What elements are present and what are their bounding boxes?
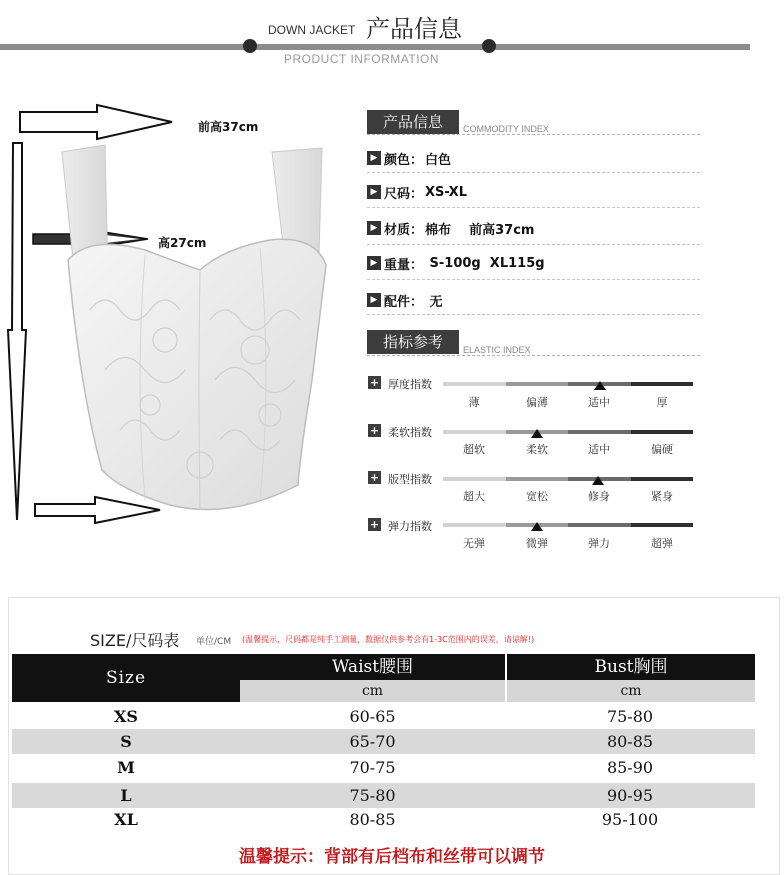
height-label: 高27cm xyxy=(158,236,207,250)
index-option: 微弹 xyxy=(526,537,548,550)
cell-waist: 80-85 xyxy=(349,810,396,829)
size-tip: 温馨提示：背部有后档布和丝带可以调节 xyxy=(239,847,545,867)
index-section-subtitle: ELASTIC INDEX xyxy=(463,345,531,355)
index-option: 修身 xyxy=(588,490,610,503)
header-dot-right xyxy=(482,39,496,53)
index-option: 薄 xyxy=(468,396,480,409)
info-label: 配件： xyxy=(384,294,424,310)
info-section-title: 产品信息 xyxy=(367,110,459,134)
index-bar-elasticity xyxy=(443,523,693,527)
cell-waist: 60-65 xyxy=(349,707,396,726)
info-value: 棉布 前高37cm xyxy=(425,222,535,238)
front-height-label: 前高37cm xyxy=(198,120,259,134)
table-row xyxy=(12,755,755,780)
size-table-title: SIZE/尺码表 xyxy=(90,631,180,650)
index-bar-thickness xyxy=(443,382,693,386)
header-dot-left xyxy=(243,39,257,53)
cell-waist: 65-70 xyxy=(349,732,396,751)
cell-bust: 80-85 xyxy=(606,732,654,751)
index-option: 适中 xyxy=(588,443,610,456)
info-value: XS-XL xyxy=(425,184,468,200)
info-section-rule xyxy=(367,134,700,135)
index-option: 偏硬 xyxy=(651,443,673,456)
size-table-unit: 单位/CM xyxy=(196,637,232,647)
header-bust-unit: cm xyxy=(507,680,755,702)
index-option: 紧身 xyxy=(651,490,673,503)
header-cn-title: 产品信息 xyxy=(366,15,462,43)
plus-icon: + xyxy=(369,424,380,437)
cell-bust: 95-100 xyxy=(601,810,659,829)
index-option: 弹力 xyxy=(588,537,610,550)
garment-illustration xyxy=(50,140,350,520)
table-row xyxy=(12,704,755,729)
cell-bust: 85-90 xyxy=(606,758,654,777)
bodice xyxy=(68,239,326,509)
index-marker-elasticity xyxy=(531,522,543,531)
index-option: 超大 xyxy=(463,490,485,503)
header-waist: Waist腰围 xyxy=(240,654,505,680)
info-row-material xyxy=(367,218,534,238)
index-marker-fit xyxy=(592,476,604,485)
cell-bust: 90-95 xyxy=(606,786,654,805)
info-section-subtitle: COMMODITY INDEX xyxy=(463,124,549,134)
index-option: 宽松 xyxy=(526,490,548,503)
index-option: 超软 xyxy=(463,443,485,456)
row-divider xyxy=(367,207,700,208)
cell-size: XS xyxy=(114,707,138,726)
info-label: 颜色： xyxy=(384,152,424,168)
plus-icon: + xyxy=(369,376,380,389)
info-label: 尺码： xyxy=(384,186,424,202)
index-marker-softness xyxy=(531,429,543,438)
index-option: 偏薄 xyxy=(526,396,548,409)
header-en-title: DOWN JACKET xyxy=(268,23,356,37)
row-divider xyxy=(367,314,700,315)
row-divider xyxy=(367,172,700,173)
arrow-icon: ▶ xyxy=(367,151,381,165)
header-divider xyxy=(0,44,750,50)
cell-waist: 75-80 xyxy=(349,786,396,805)
index-name: 弹力指数 xyxy=(388,520,432,533)
plus-icon: + xyxy=(369,518,380,531)
info-value: S-100g XL115g xyxy=(425,255,545,271)
arrow-icon: ▶ xyxy=(367,256,381,270)
cell-size: L xyxy=(120,786,132,805)
header-subtitle: PRODUCT INFORMATION xyxy=(284,52,440,66)
plus-icon: + xyxy=(369,471,380,484)
index-option: 柔软 xyxy=(526,443,548,456)
info-row-size xyxy=(367,182,467,202)
row-divider xyxy=(367,279,700,280)
info-row-color xyxy=(367,148,451,168)
arrow-icon: ▶ xyxy=(367,221,381,235)
header-size: Size xyxy=(12,654,240,702)
row-divider xyxy=(367,244,700,245)
size-table-note: (温馨提示，尺码都是纯手工测量，数据仅供参考会有1-3C范围内的误差，请谅解!) xyxy=(242,635,535,644)
info-value: 白色 xyxy=(425,152,452,168)
cell-size: S xyxy=(120,732,132,751)
cell-size: XL xyxy=(114,810,138,829)
index-option: 适中 xyxy=(588,396,610,409)
index-name: 柔软指数 xyxy=(388,426,432,439)
index-section-title: 指标参考 xyxy=(367,330,459,354)
info-row-accessories xyxy=(367,290,443,310)
info-value: 无 xyxy=(425,294,443,310)
info-label: 材质： xyxy=(384,222,424,238)
index-marker-thickness xyxy=(594,381,606,390)
index-option: 厚 xyxy=(656,396,668,409)
cell-waist: 70-75 xyxy=(349,758,396,777)
index-section-rule xyxy=(367,355,700,356)
table-row xyxy=(12,783,755,808)
index-option: 超弹 xyxy=(651,537,673,550)
arrow-icon: ▶ xyxy=(367,185,381,199)
table-row xyxy=(12,729,755,754)
header-waist-unit: cm xyxy=(240,680,505,702)
cell-size: M xyxy=(117,758,135,777)
index-name: 厚度指数 xyxy=(388,378,432,391)
info-label: 重量： xyxy=(384,257,424,273)
index-bar-softness xyxy=(443,430,693,434)
table-row xyxy=(12,807,755,832)
arrow-icon: ▶ xyxy=(367,293,381,307)
cell-bust: 75-80 xyxy=(606,707,654,726)
info-row-weight xyxy=(367,253,545,273)
index-bar-fit xyxy=(443,477,693,481)
arrow-front-height xyxy=(20,105,172,139)
header-bust: Bust胸围 xyxy=(507,654,755,680)
index-option: 无弹 xyxy=(463,537,485,550)
index-name: 版型指数 xyxy=(388,473,432,486)
arrow-vertical xyxy=(8,143,26,520)
